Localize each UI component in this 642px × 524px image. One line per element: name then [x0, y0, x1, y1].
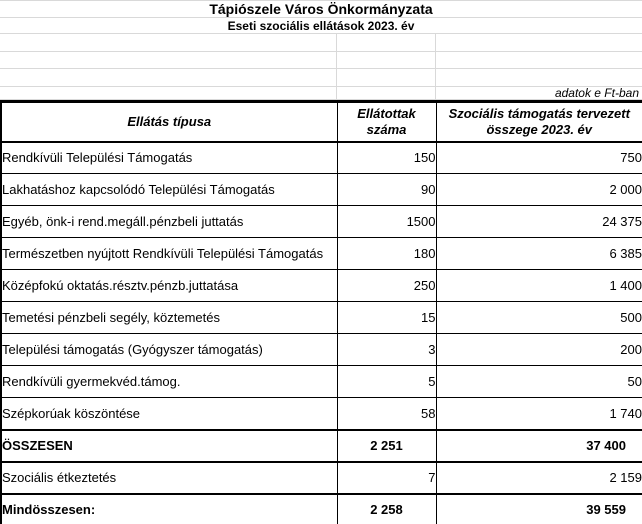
empty-cell — [336, 52, 435, 68]
table-row — [1, 462, 642, 494]
empty-cell — [435, 52, 642, 68]
amount-cell: 2 159 — [436, 462, 642, 494]
table-row — [1, 398, 642, 430]
grand-total-row — [1, 494, 642, 524]
count-cell: 7 — [337, 462, 436, 494]
units-note-row — [0, 87, 642, 100]
empty-cell — [435, 34, 642, 51]
count-cell: 58 — [337, 398, 436, 430]
table-row — [1, 206, 642, 238]
empty-grid-row — [0, 52, 642, 69]
units-note-cell — [435, 87, 642, 99]
amount-cell: 39 559 — [436, 494, 642, 524]
service-type-cell: Természetben nyújtott Rendkívüli Települési Támogatás — [1, 238, 337, 270]
service-type-cell: Szépkorúak köszöntése — [1, 398, 337, 430]
table-row — [1, 174, 642, 206]
service-type-cell: Rendkívüli Települési Támogatás — [1, 142, 337, 174]
table-row — [1, 238, 642, 270]
count-cell: 1500 — [337, 206, 436, 238]
table-row — [1, 334, 642, 366]
header-recipient-count: Ellátottak száma — [337, 102, 436, 142]
count-cell: 2 251 — [337, 430, 436, 462]
count-cell: 150 — [337, 142, 436, 174]
amount-cell: 1 740 — [436, 398, 642, 430]
empty-cell — [0, 87, 336, 99]
count-cell: 5 — [337, 366, 436, 398]
empty-grid-row — [0, 69, 642, 87]
service-type-cell: ÖSSZESEN — [1, 430, 337, 462]
service-type-cell: Szociális étkeztetés — [1, 462, 337, 494]
count-cell: 250 — [337, 270, 436, 302]
count-cell: 15 — [337, 302, 436, 334]
amount-cell: 200 — [436, 334, 642, 366]
amount-cell: 24 375 — [436, 206, 642, 238]
empty-cell — [0, 69, 336, 86]
empty-cell — [336, 34, 435, 51]
service-type-cell: Egyéb, önk-i rend.megáll.pénzbeli juttatás — [1, 206, 337, 238]
amount-cell: 2 000 — [436, 174, 642, 206]
empty-grid-row — [0, 34, 642, 52]
table-row — [1, 302, 642, 334]
service-type-cell: Középfokú oktatás.résztv.pénzb.juttatása — [1, 270, 337, 302]
empty-cell — [336, 69, 435, 86]
amount-cell: 750 — [436, 142, 642, 174]
amount-cell: 50 — [436, 366, 642, 398]
service-type-cell: Települési támogatás (Gyógyszer támogatás) — [1, 334, 337, 366]
subtotal-row — [1, 430, 642, 462]
amount-cell: 37 400 — [436, 430, 642, 462]
header-row — [1, 102, 642, 142]
benefits-table — [0, 100, 642, 524]
service-type-cell: Rendkívüli gyermekvéd.támog. — [1, 366, 337, 398]
table-row — [1, 142, 642, 174]
count-cell: 3 — [337, 334, 436, 366]
header-service-type: Ellátás típusa — [1, 102, 337, 142]
count-cell: 2 258 — [337, 494, 436, 524]
amount-cell: 6 385 — [436, 238, 642, 270]
table-row — [1, 270, 642, 302]
page-title: Tápiószele Város Önkormányzata — [0, 0, 642, 18]
top-section — [0, 0, 642, 100]
table-row — [1, 366, 642, 398]
page-subtitle: Eseti szociális ellátások 2023. év — [0, 18, 642, 34]
empty-cell — [0, 52, 336, 68]
service-type-cell: Temetési pénzbeli segély, köztemetés — [1, 302, 337, 334]
amount-cell: 1 400 — [436, 270, 642, 302]
header-planned-amount: Szociális támogatás tervezett összege 2023. év — [436, 102, 642, 142]
count-cell: 180 — [337, 238, 436, 270]
service-type-cell: Mindösszesen: — [1, 494, 337, 524]
empty-cell — [336, 87, 435, 99]
units-note: adatok e Ft-ban — [554, 86, 639, 100]
amount-cell: 500 — [436, 302, 642, 334]
empty-cell — [0, 34, 336, 51]
empty-cell — [435, 69, 642, 86]
service-type-cell: Lakhatáshoz kapcsolódó Települési Támogatás — [1, 174, 337, 206]
count-cell: 90 — [337, 174, 436, 206]
